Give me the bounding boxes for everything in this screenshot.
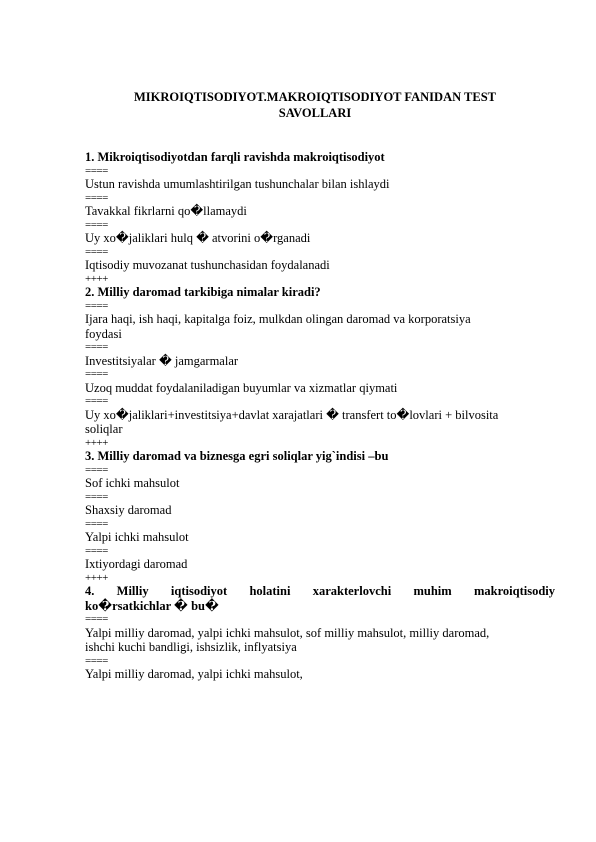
separator: ==== <box>85 395 108 407</box>
separator: ==== <box>85 368 108 380</box>
separator: ==== <box>85 613 108 625</box>
answer-option: Ijara haqi, ish haqi, kapitalga foiz, mulkdan olingan daromad va korporatsiya <box>85 312 471 326</box>
document-title <box>80 89 550 121</box>
answer-option: Yalpi ichki mahsulot <box>85 530 189 544</box>
answer-option: Tavakkal fikrlarni qo�llamaydi <box>85 204 247 218</box>
answer-option: Sof ichki mahsulot <box>85 476 180 490</box>
question-separator: ++++ <box>85 571 108 584</box>
answer-option-continued: foydasi <box>85 326 122 341</box>
answer-option-continued: ishchi kuchi bandligi, ishsizlik, inflyatsiya <box>85 640 297 654</box>
separator: ==== <box>85 191 108 204</box>
title-line-1: MIKROIQTISODIYOT.MAKROIQTISODIYOT FANIDAN TEST <box>134 90 496 104</box>
answer-option: Shaxsiy daromad <box>85 503 172 517</box>
question-1: 1. Mikroiqtisodiyotdan farqli ravishda makroiqtisodiyot <box>85 150 385 164</box>
separator: ==== <box>85 654 108 667</box>
separator: ==== <box>85 544 108 557</box>
separator: ==== <box>85 164 108 177</box>
separator: ==== <box>85 218 108 231</box>
separator: ==== <box>85 341 108 353</box>
answer-option: Iqtisodiy muvozanat tushunchasidan foydalanadi <box>85 258 330 272</box>
separator: ==== <box>85 490 108 503</box>
answer-option: Ixtiyordagi daromad <box>85 557 188 571</box>
separator: ==== <box>85 517 108 530</box>
question-separator: ++++ <box>85 272 108 285</box>
question-separator: ++++ <box>85 436 108 449</box>
answer-option: Uzoq muddat foydalaniladigan buyumlar va xizmatlar qiymati <box>85 380 398 395</box>
answer-option: Yalpi milliy daromad, yalpi ichki mahsulot, <box>85 667 303 681</box>
answer-option: Investitsiyalar � jamgarmalar <box>85 353 239 368</box>
answer-option-continued: soliqlar <box>85 422 123 436</box>
question-4: 4. Milliy iqtisodiyot holatini xarakterlovchi muhim makroiqtisodiy <box>85 584 555 598</box>
question-3: 3. Milliy daromad va biznesga egri soliqlar yig`indisi –bu <box>85 449 389 463</box>
answer-option: Uy xo�jaliklari hulq � atvorini o�rganadi <box>85 231 311 245</box>
separator: ==== <box>85 299 108 312</box>
title-line-2: SAVOLLARI <box>278 106 352 120</box>
separator: ==== <box>85 245 108 258</box>
answer-option: Yalpi milliy daromad, yalpi ichki mahsulot, sof milliy mahsulot, milliy daromad, <box>85 625 490 640</box>
separator: ==== <box>85 463 108 476</box>
question-4-continued: ko�rsatkichlar � bu� <box>85 598 219 613</box>
answer-option: Uy xo�jaliklari+investitsiya+davlat xarajatlari � transfert to�lovlari + bilvosita <box>85 407 499 422</box>
answer-option: Ustun ravishda umumlashtirilgan tushunchalar bilan ishlaydi <box>85 177 390 191</box>
document-body <box>85 150 555 682</box>
question-2: 2. Milliy daromad tarkibiga nimalar kiradi? <box>85 285 321 299</box>
